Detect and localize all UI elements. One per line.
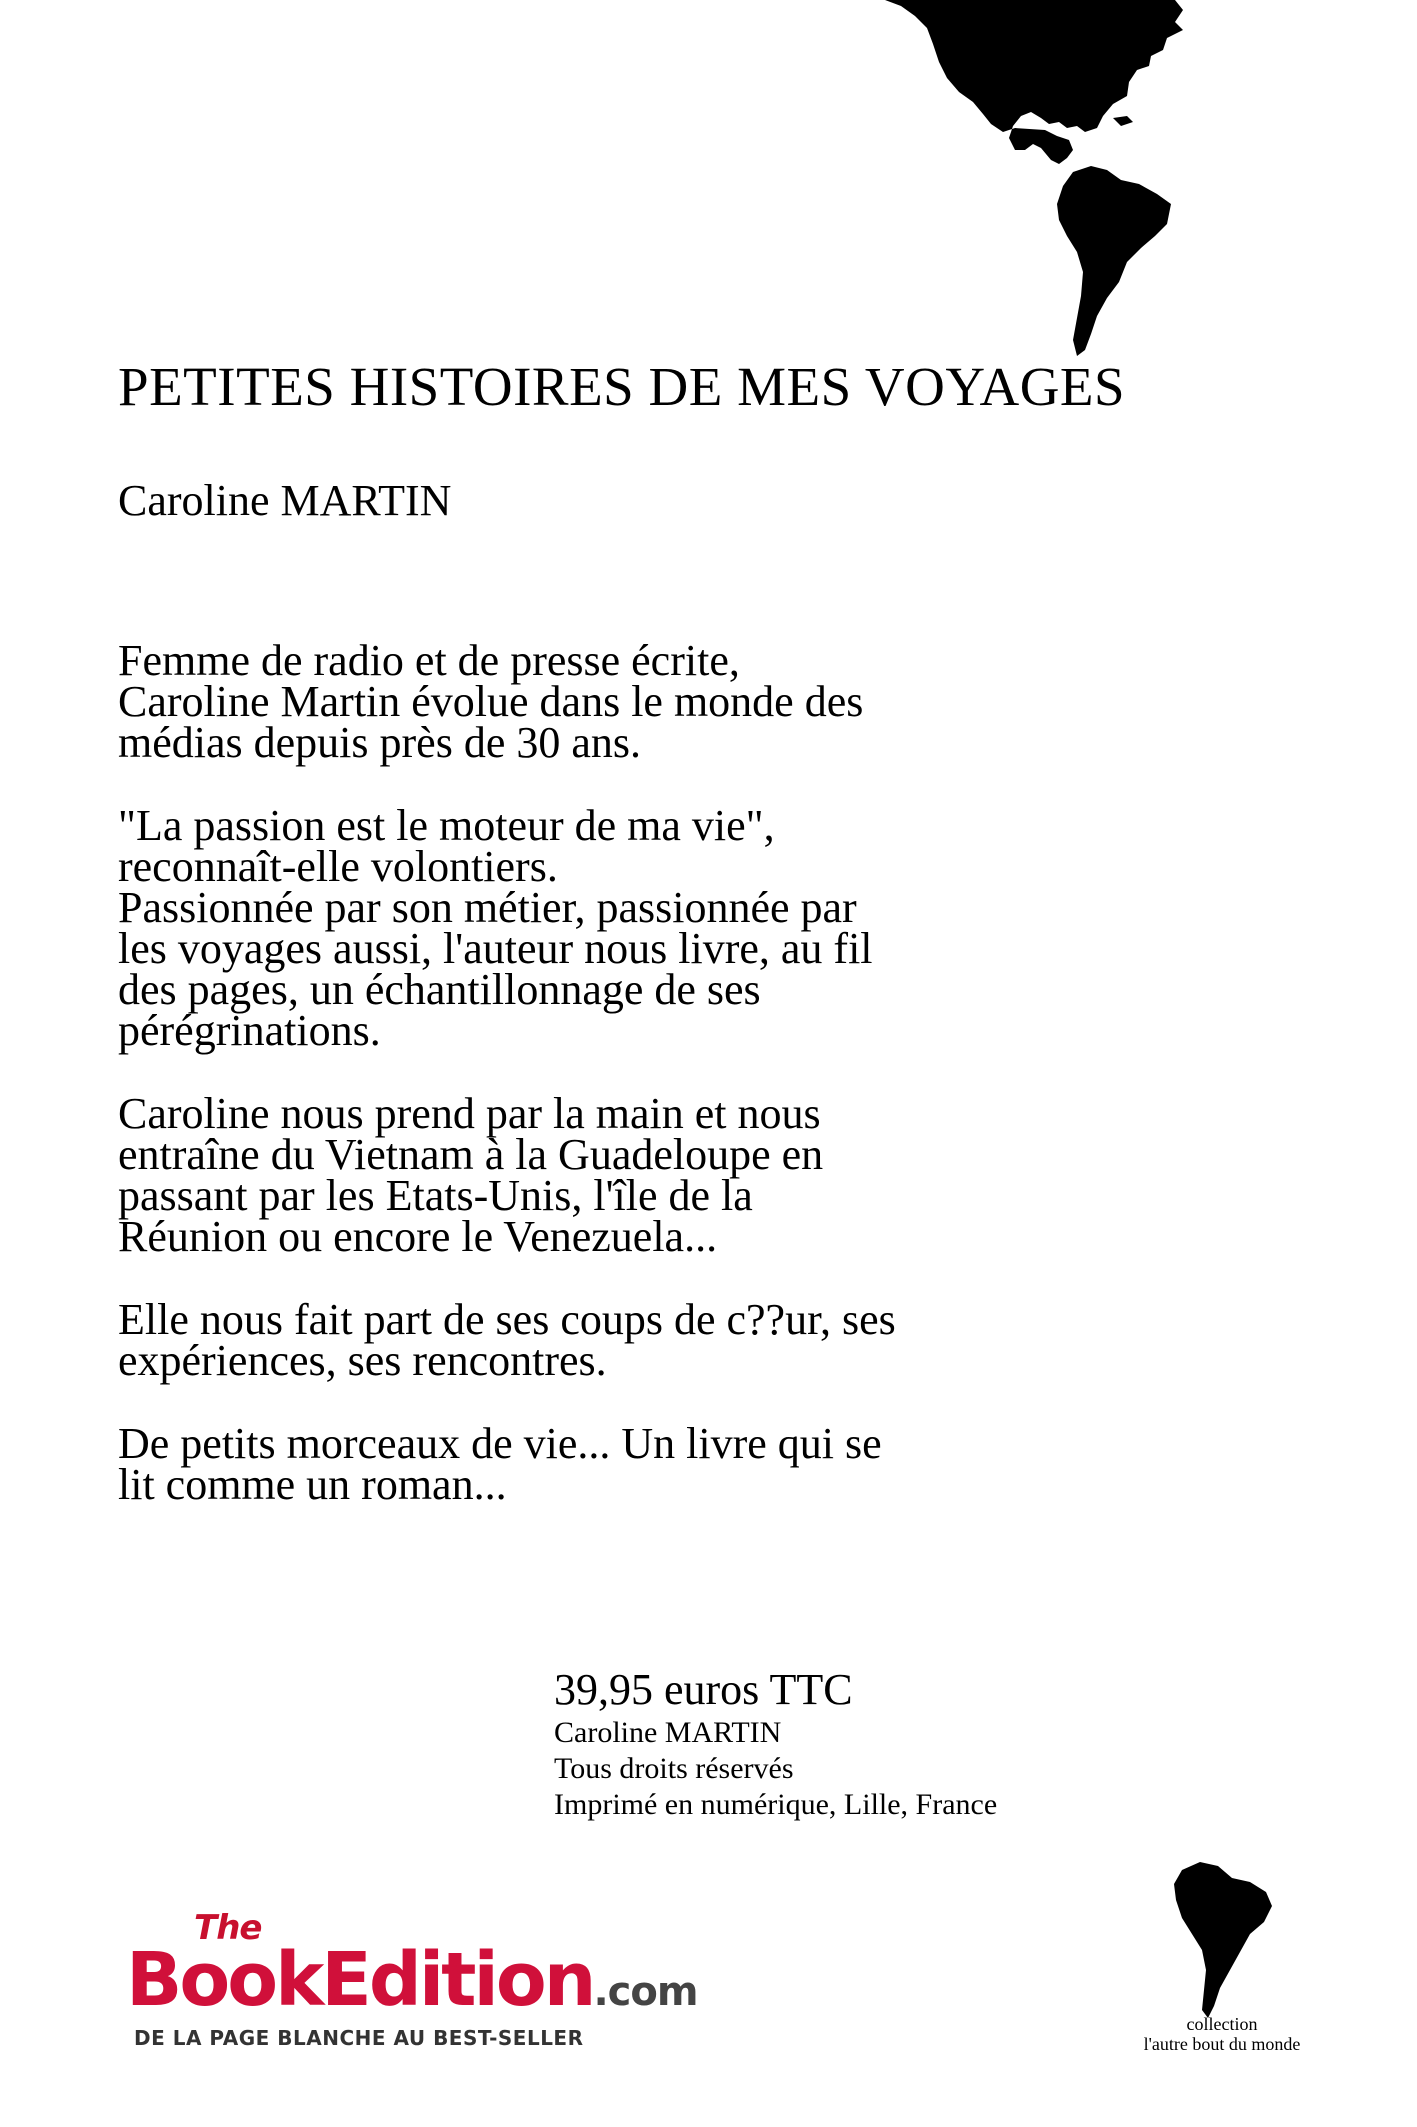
book-price: 39,95 euros TTC xyxy=(554,1665,853,1714)
description-paragraph: "La passion est le moteur de ma vie", reconnaît-elle volontiers. Passionnée par son métier, passionnée par les voyages aussi, l'auteur nous livre, au fil des pages, un échantillonnage de ses pérégrinations. xyxy=(118,801,873,1055)
collection-name: l'autre bout du monde xyxy=(1143,2034,1301,2054)
book-title: PETITES HISTOIRES DE MES VOYAGES xyxy=(118,356,1126,417)
imprint-block xyxy=(554,1665,997,1823)
description-paragraph: De petits morceaux de vie... Un livre qui se lit comme un roman... xyxy=(118,1419,882,1509)
imprint-printed: Imprimé en numérique, Lille, France xyxy=(554,1788,998,1821)
bookedition-logo xyxy=(126,1910,716,2060)
imprint-author: Caroline MARTIN xyxy=(554,1716,782,1749)
description-paragraph: Elle nous fait part de ses coups de c??ur, ses expériences, ses rencontres. xyxy=(118,1295,896,1385)
logo-domain: .com xyxy=(593,1969,698,2015)
logo-the-text: The xyxy=(194,1908,262,1948)
collection-label: collection xyxy=(1186,2014,1258,2034)
book-author: Caroline MARTIN xyxy=(118,476,452,525)
book-description xyxy=(118,636,1118,1547)
collection-badge xyxy=(1112,1860,1332,2060)
logo-name-text xyxy=(126,1937,698,2032)
collection-caption xyxy=(1112,2014,1332,2054)
imprint-rights: Tous droits réservés xyxy=(554,1752,794,1785)
description-paragraph: Femme de radio et de presse écrite, Caroline Martin évolue dans le monde des médias depuis près de 30 ans. xyxy=(118,636,864,767)
description-paragraph: Caroline nous prend par la main et nous entraîne du Vietnam à la Guadeloupe en passant par les Etats-Unis, l'île de la Réunion ou encore le Venezuela... xyxy=(118,1089,824,1261)
south-america-map-icon xyxy=(1170,1860,1274,2020)
logo-brand: BookEdition xyxy=(126,1937,594,2023)
americas-map-icon xyxy=(845,0,1240,360)
logo-tagline: DE LA PAGE BLANCHE AU BEST-SELLER xyxy=(134,2026,584,2050)
